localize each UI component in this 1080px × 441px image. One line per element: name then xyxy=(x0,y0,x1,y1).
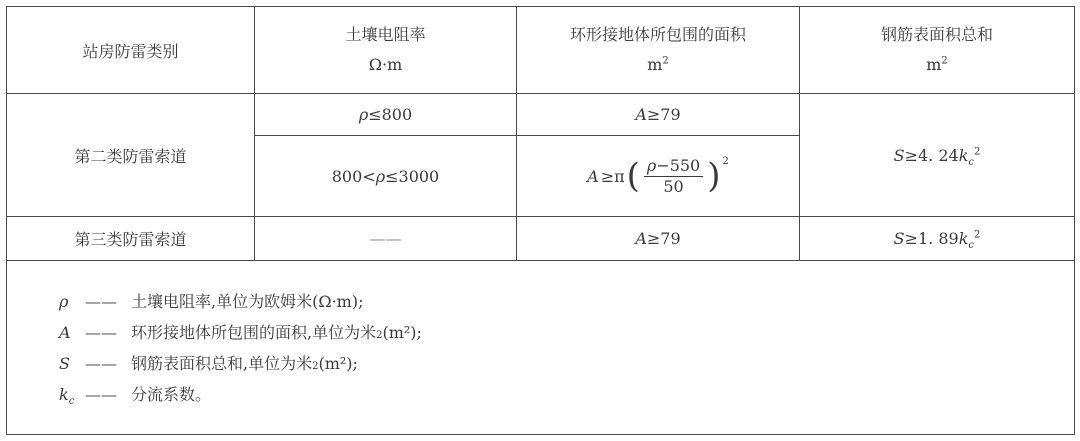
row-class3-resistivity: —— xyxy=(255,217,517,261)
header-row xyxy=(7,7,1075,94)
header-resistivity xyxy=(255,7,517,94)
row-class2-category-label: 第二类防雷索道 xyxy=(74,146,187,166)
header-area xyxy=(517,7,800,94)
note-steel: S —— 钢筋表面积总和,单位为米 2 (m²); xyxy=(59,353,358,373)
header-category xyxy=(7,7,255,94)
row-class3-area: A≥79 xyxy=(517,217,800,261)
row-class2-a xyxy=(7,94,1075,136)
row-class2-steel: S≥4. $24k_c^2$ xyxy=(800,94,1075,217)
header-steel-unit: $m^2$ xyxy=(926,55,948,74)
lightning-protection-table xyxy=(6,6,1075,435)
area-formula-fraction: $\frac{\rho-550}{50}$ xyxy=(644,156,703,197)
note-area: A —— 环形接地体所包围的面积,单位为米 2 (m²); xyxy=(59,322,422,342)
notes-cell xyxy=(7,261,1075,435)
note-kc: $k_c$ —— 分流系数。 xyxy=(59,384,212,407)
row-class3-steel: S≥1. $89k_c^2$ xyxy=(800,217,1075,261)
header-steel-label: 钢筋表面积总和 xyxy=(880,25,993,44)
header-resistivity-label: 土壤电阻率 xyxy=(345,25,426,44)
row-class2-b-resistivity: 800<ρ≤3000 xyxy=(255,136,517,217)
row-class3-category: 第三类防雷索道 xyxy=(7,217,255,261)
header-category-label: 站房防雷类别 xyxy=(82,41,179,61)
note-rho: ρ —— 土壤电阻率,单位为欧姆米(Ω·m); xyxy=(59,291,364,311)
row-class2-a-resistivity: ρ≤800 xyxy=(255,94,517,136)
row-class2-b-area xyxy=(517,136,800,217)
header-area-label: 环形接地体所包围的面积 xyxy=(569,25,746,44)
row-class3 xyxy=(7,217,1075,261)
row-class2-a-area: A≥79 xyxy=(517,94,800,136)
header-resistivity-unit: Ω·m xyxy=(368,55,403,74)
notes-row xyxy=(7,261,1075,435)
row-class2-category xyxy=(7,94,255,217)
area-formula: A ≥π ( $\frac{\rho-550}{50}$ ) 2 xyxy=(587,155,729,196)
header-area-unit: $m^2$ xyxy=(647,55,669,74)
header-steel xyxy=(800,7,1075,94)
